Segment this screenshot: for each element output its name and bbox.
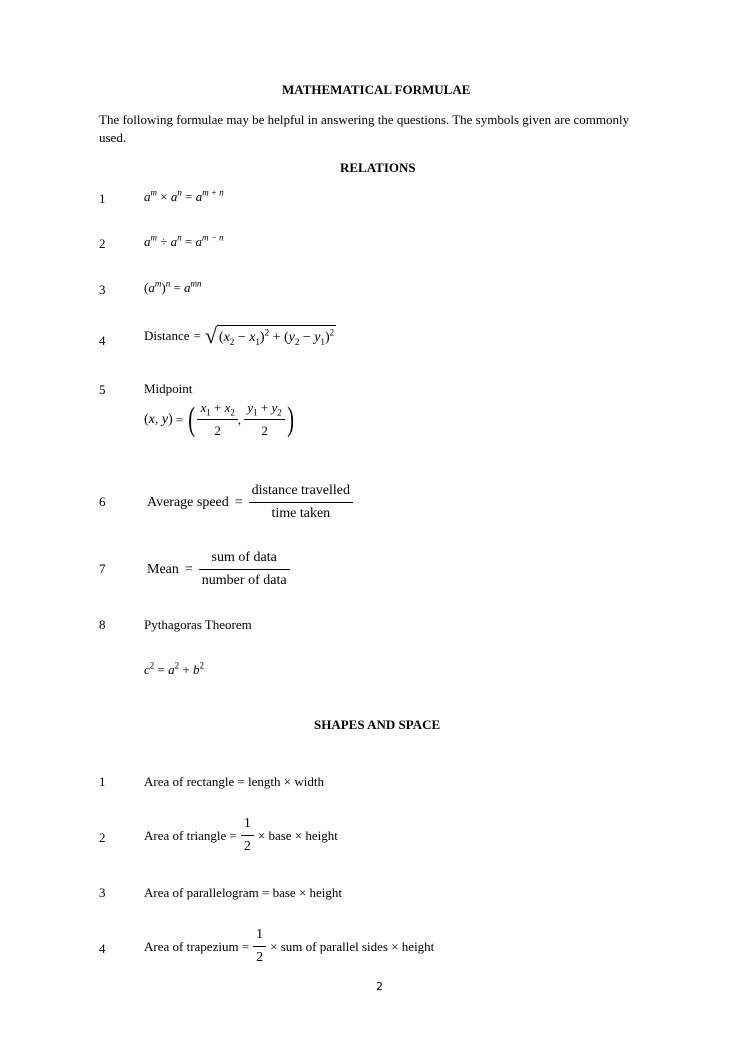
trapezium-rest: × sum of parallel sides × height [270, 938, 435, 954]
midpoint-label: Midpoint [144, 381, 193, 396]
relation-number-4: 4 [99, 333, 106, 348]
average-speed-label: Average speed [147, 494, 229, 510]
formula-average-speed: Average speed = $\frac{\text{distance travelled}}{\text{time taken}}$ [147, 483, 353, 522]
relation-number-7: 7 [99, 561, 106, 576]
shape-number-3: 3 [99, 885, 106, 900]
shapes-heading: SHAPES AND SPACE [314, 717, 441, 732]
relation-number-2: 2 [99, 236, 106, 251]
formula-midpoint: (x, y) = ( $\frac{x_1 + x_2}{2}$ , $\frac{y_1 + y_2}{2}$ ) [144, 400, 294, 438]
formula-area-triangle [144, 816, 338, 855]
half-fraction: $\frac{1}{2}$ [241, 816, 254, 855]
shape-number-1: 1 [99, 774, 106, 789]
triangle-label: Area of triangle = [144, 827, 237, 843]
formula-distance: Distance = √ $(x_2 - x_1)^2 + (y_2 - y_1)^2$ [144, 323, 335, 348]
shape-number-2: 2 [99, 830, 106, 845]
formula-area-parallelogram: Area of parallelogram = base × height [144, 885, 343, 900]
distance-label: Distance [144, 328, 190, 343]
formula-pythagoras: $c^2 = a^2 + b^2$ [144, 660, 204, 677]
triangle-rest: × base × height [257, 827, 338, 843]
mean-label: Mean [147, 561, 179, 577]
page-number: 2 [376, 980, 383, 993]
trapezium-label: Area of trapezium = [144, 938, 250, 954]
half-fraction: $\frac{1}{2}$ [253, 927, 266, 966]
relation-number-8: 8 [99, 617, 106, 632]
average-speed-fraction: $\frac{\text{distance travelled}}{\text{time taken}}$ [249, 483, 353, 522]
mean-fraction: $\frac{\text{sum of data}}{\text{number of data}}$ [199, 550, 290, 589]
relation-number-3: 3 [99, 282, 106, 297]
intro-text-line1: The following formulae may be helpful in answering the questions. The symbols given are commonly [99, 112, 630, 127]
relations-heading: RELATIONS [340, 160, 416, 175]
relation-number-1: 1 [99, 191, 106, 206]
intro-text-line2: used. [99, 130, 127, 145]
formula-mean: Mean = $\frac{\text{sum of data}}{\text{number of data}}$ [147, 550, 290, 589]
formula-area-trapezium [144, 927, 434, 966]
relation-number-5: 5 [99, 382, 106, 397]
formula-index-multiply: $a^m \times a^n = a^{m + n}$ [144, 187, 224, 204]
formula-index-power: $(a^m)^n = a^{mn}$ [144, 278, 202, 295]
shape-number-4: 4 [99, 941, 106, 956]
formula-index-divide: $a^m \div a^n = a^{m - n}$ [144, 232, 224, 249]
formula-area-rectangle: Area of rectangle = length × width [144, 774, 324, 789]
relation-number-6: 6 [99, 494, 106, 509]
pythagoras-label: Pythagoras Theorem [144, 617, 252, 632]
page-title: MATHEMATICAL FORMULAE [282, 82, 471, 97]
